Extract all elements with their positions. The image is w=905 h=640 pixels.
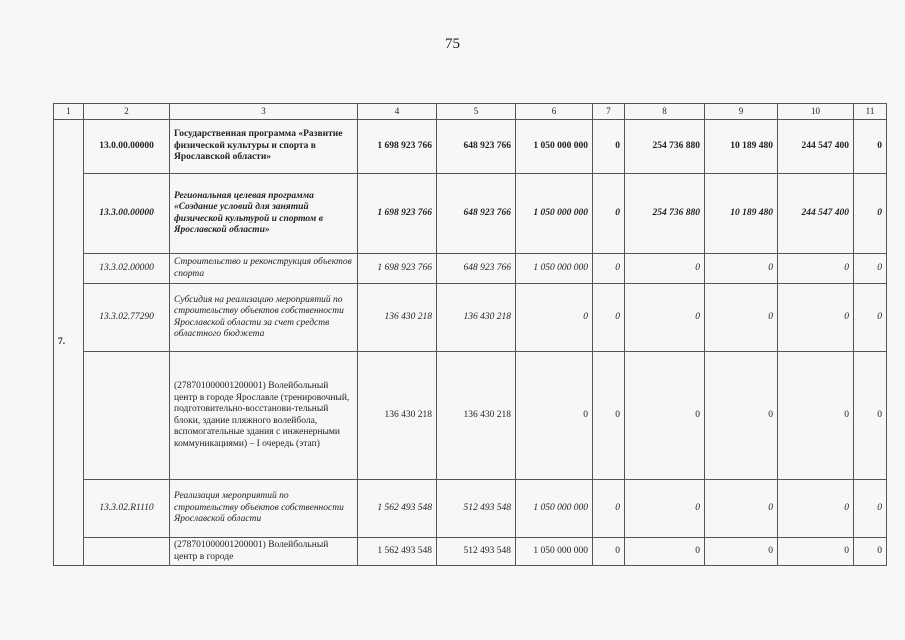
row-name: (278701000001200001) Волейбольный центр в городе bbox=[170, 538, 358, 566]
row-code: 13.3.02.77290 bbox=[84, 284, 170, 352]
value-cell: 0 bbox=[705, 538, 778, 566]
table-row bbox=[54, 480, 887, 538]
value-cell: 1 050 000 000 bbox=[516, 174, 593, 254]
value-cell: 0 bbox=[778, 352, 854, 480]
value-cell: 136 430 218 bbox=[358, 352, 437, 480]
row-name: Региональная целевая программа «Создание условий для занятий физической культурой и спортом в Ярославской области» bbox=[170, 174, 358, 254]
value-cell: 0 bbox=[593, 538, 625, 566]
value-cell: 0 bbox=[854, 174, 887, 254]
value-cell: 0 bbox=[593, 120, 625, 174]
header-cell: 7 bbox=[593, 104, 625, 120]
value-cell: 648 923 766 bbox=[437, 254, 516, 284]
value-cell: 1 698 923 766 bbox=[358, 120, 437, 174]
value-cell: 0 bbox=[516, 284, 593, 352]
row-code: 13.3.00.00000 bbox=[84, 174, 170, 254]
value-cell: 0 bbox=[625, 538, 705, 566]
header-cell: 1 bbox=[54, 104, 84, 120]
value-cell: 136 430 218 bbox=[358, 284, 437, 352]
value-cell: 0 bbox=[593, 284, 625, 352]
row-code: 13.0.00.00000 bbox=[84, 120, 170, 174]
value-cell: 0 bbox=[593, 352, 625, 480]
value-cell: 0 bbox=[516, 352, 593, 480]
value-cell: 0 bbox=[705, 480, 778, 538]
value-cell: 0 bbox=[854, 284, 887, 352]
value-cell: 0 bbox=[625, 254, 705, 284]
row-name: Государственная программа «Развитие физической культуры и спорта в Ярославской области» bbox=[170, 120, 358, 174]
value-cell: 136 430 218 bbox=[437, 352, 516, 480]
header-row bbox=[54, 104, 887, 120]
value-cell: 0 bbox=[705, 254, 778, 284]
value-cell: 1 050 000 000 bbox=[516, 120, 593, 174]
row-code bbox=[84, 352, 170, 480]
row-index: 7. bbox=[54, 120, 84, 566]
value-cell: 0 bbox=[778, 480, 854, 538]
header-cell: 3 bbox=[170, 104, 358, 120]
value-cell: 648 923 766 bbox=[437, 120, 516, 174]
value-cell: 0 bbox=[854, 352, 887, 480]
row-name: Реализация мероприятий по строительству объектов собственности Ярославской области bbox=[170, 480, 358, 538]
table-row bbox=[54, 538, 887, 566]
header-cell: 6 bbox=[516, 104, 593, 120]
value-cell: 0 bbox=[854, 538, 887, 566]
value-cell: 512 493 548 bbox=[437, 480, 516, 538]
row-code: 13.3.02.00000 bbox=[84, 254, 170, 284]
value-cell: 0 bbox=[854, 120, 887, 174]
value-cell: 1 050 000 000 bbox=[516, 254, 593, 284]
value-cell: 244 547 400 bbox=[778, 120, 854, 174]
header-cell: 10 bbox=[778, 104, 854, 120]
value-cell: 10 189 480 bbox=[705, 174, 778, 254]
value-cell: 0 bbox=[593, 480, 625, 538]
header-cell: 9 bbox=[705, 104, 778, 120]
value-cell: 10 189 480 bbox=[705, 120, 778, 174]
row-name: Строительство и реконструкция объектов спорта bbox=[170, 254, 358, 284]
row-name: Субсидия на реализацию мероприятий по строительству объектов собственности Ярославской области за счет средств областного бюджета bbox=[170, 284, 358, 352]
table-row bbox=[54, 254, 887, 284]
table-row bbox=[54, 174, 887, 254]
value-cell: 244 547 400 bbox=[778, 174, 854, 254]
value-cell: 0 bbox=[625, 352, 705, 480]
header-cell: 8 bbox=[625, 104, 705, 120]
value-cell: 136 430 218 bbox=[437, 284, 516, 352]
value-cell: 1 698 923 766 bbox=[358, 174, 437, 254]
header-cell: 11 bbox=[854, 104, 887, 120]
row-name: (278701000001200001) Волейбольный центр в городе Ярославле (тренировочный, подготовительно-восстанови-тельный блоки, здание пляжного волейбола, вспомогательные здания с инженерными коммуникациями) – I очередь (этап) bbox=[170, 352, 358, 480]
table-row bbox=[54, 352, 887, 480]
table-row bbox=[54, 284, 887, 352]
row-code bbox=[84, 538, 170, 566]
value-cell: 0 bbox=[778, 538, 854, 566]
value-cell: 1 698 923 766 bbox=[358, 254, 437, 284]
value-cell: 0 bbox=[705, 284, 778, 352]
budget-table bbox=[53, 103, 887, 566]
value-cell: 512 493 548 bbox=[437, 538, 516, 566]
value-cell: 0 bbox=[854, 480, 887, 538]
value-cell: 1 562 493 548 bbox=[358, 480, 437, 538]
value-cell: 0 bbox=[625, 284, 705, 352]
value-cell: 0 bbox=[593, 174, 625, 254]
value-cell: 648 923 766 bbox=[437, 174, 516, 254]
header-cell: 4 bbox=[358, 104, 437, 120]
header-cell: 2 bbox=[84, 104, 170, 120]
value-cell: 254 736 880 bbox=[625, 120, 705, 174]
value-cell: 1 562 493 548 bbox=[358, 538, 437, 566]
value-cell: 0 bbox=[593, 254, 625, 284]
page-number: 75 bbox=[445, 36, 460, 52]
table-row bbox=[54, 120, 887, 174]
row-code: 13.3.02.R1110 bbox=[84, 480, 170, 538]
value-cell: 1 050 000 000 bbox=[516, 538, 593, 566]
value-cell: 0 bbox=[854, 254, 887, 284]
value-cell: 254 736 880 bbox=[625, 174, 705, 254]
value-cell: 0 bbox=[625, 480, 705, 538]
value-cell: 0 bbox=[778, 254, 854, 284]
value-cell: 0 bbox=[705, 352, 778, 480]
value-cell: 1 050 000 000 bbox=[516, 480, 593, 538]
header-cell: 5 bbox=[437, 104, 516, 120]
value-cell: 0 bbox=[778, 284, 854, 352]
